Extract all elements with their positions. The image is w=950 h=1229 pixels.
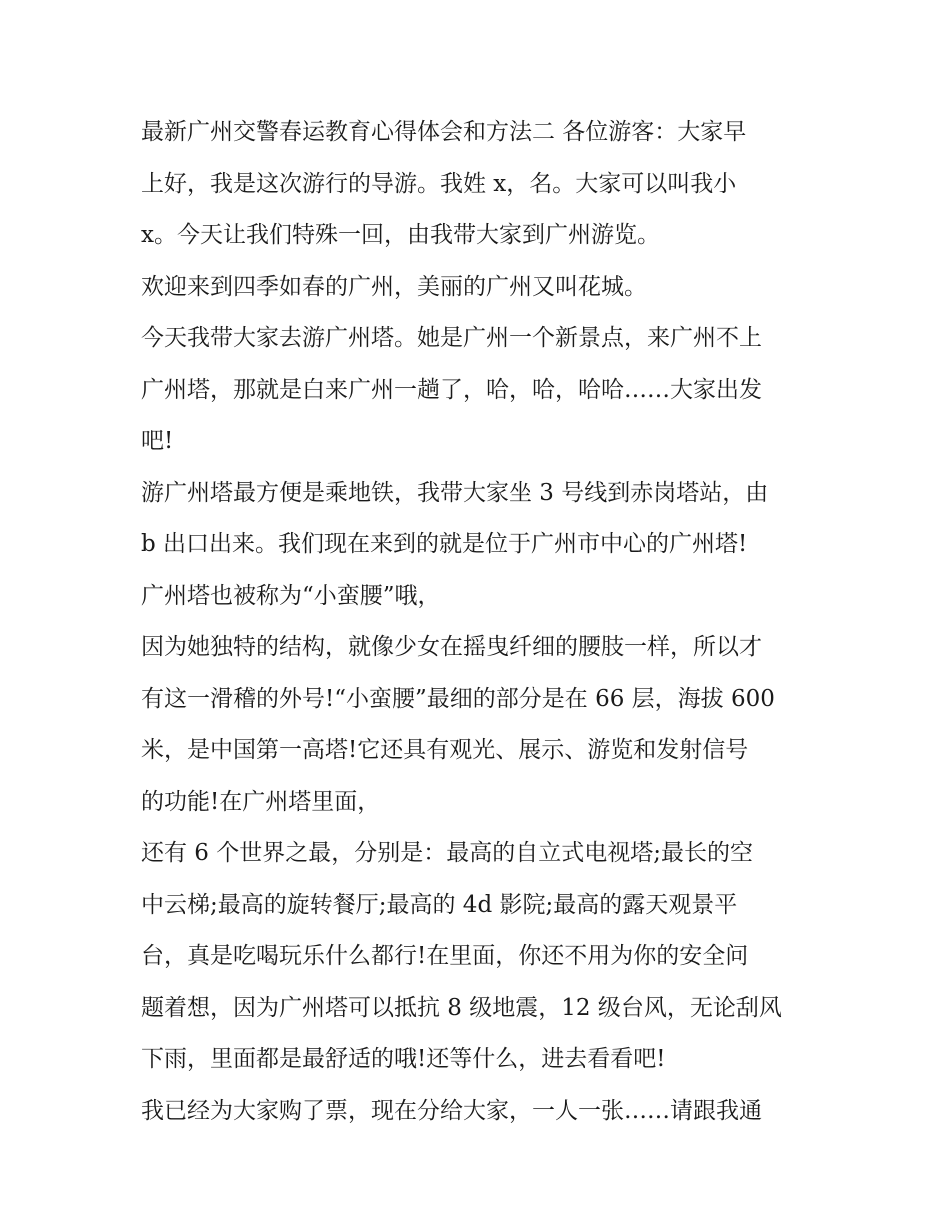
text-line: 中云梯;最高的旋转餐厅;最高的 4d 影院;最高的露天观景平 <box>141 891 738 918</box>
document-body <box>141 107 821 1137</box>
text-line: 还有 6 个世界之最，分别是：最高的自立式电视塔;最长的空 <box>141 840 754 866</box>
text-line: 今天我带大家去游广州塔。她是广州一个新景点，来广州不上 <box>141 325 762 351</box>
text-line: 欢迎来到四季如春的广州，美丽的广州又叫花城。 <box>141 273 647 300</box>
text-line: 因为她独特的结构，就像少女在摇曳纤细的腰肢一样，所以才 <box>141 634 762 660</box>
text-line: 广州塔，那就是白来广州一趟了，哈，哈，哈哈……大家出发 <box>141 376 762 403</box>
text-line: 最新广州交警春运教育心得体会和方法二 各位游客：大家早 <box>141 119 747 145</box>
text-line: 游广州塔最方便是乘地铁，我带大家坐 3 号线到赤岗塔站，由 <box>141 479 769 506</box>
text-line: 我已经为大家购了票，现在分给大家，一人一张……请跟我通 <box>141 1097 762 1124</box>
text-line: b 出口出来。我们现在来到的就是位于广州市中心的广州塔! <box>141 531 748 557</box>
text-line: 有这一滑稽的外号!“小蛮腰”最细的部分是在 66 层，海拔 600 <box>141 685 775 712</box>
text-line: 吧! <box>141 428 174 454</box>
text-line: 米，是中国第一高塔!它还具有观光、展示、游览和发射信号 <box>141 737 749 763</box>
text-line: x。今天让我们特殊一回，由我带大家到广州游览。 <box>141 222 660 248</box>
text-line: 题着想，因为广州塔可以抵抗 8 级地震，12 级台风，无论刮风 <box>141 994 782 1021</box>
text-line: 广州塔也被称为“小蛮腰”哦， <box>141 582 441 609</box>
text-line: 上好，我是这次游行的导游。我姓 x，名。大家可以叫我小 <box>141 170 737 197</box>
text-line: 台，真是吃喝玩乐什么都行!在里面，你还不用为你的安全问 <box>141 943 749 969</box>
text-line: 的功能!在广州塔里面， <box>141 788 381 815</box>
text-line: 下雨，里面都是最舒适的哦!还等什么，进去看看吧! <box>141 1046 666 1072</box>
